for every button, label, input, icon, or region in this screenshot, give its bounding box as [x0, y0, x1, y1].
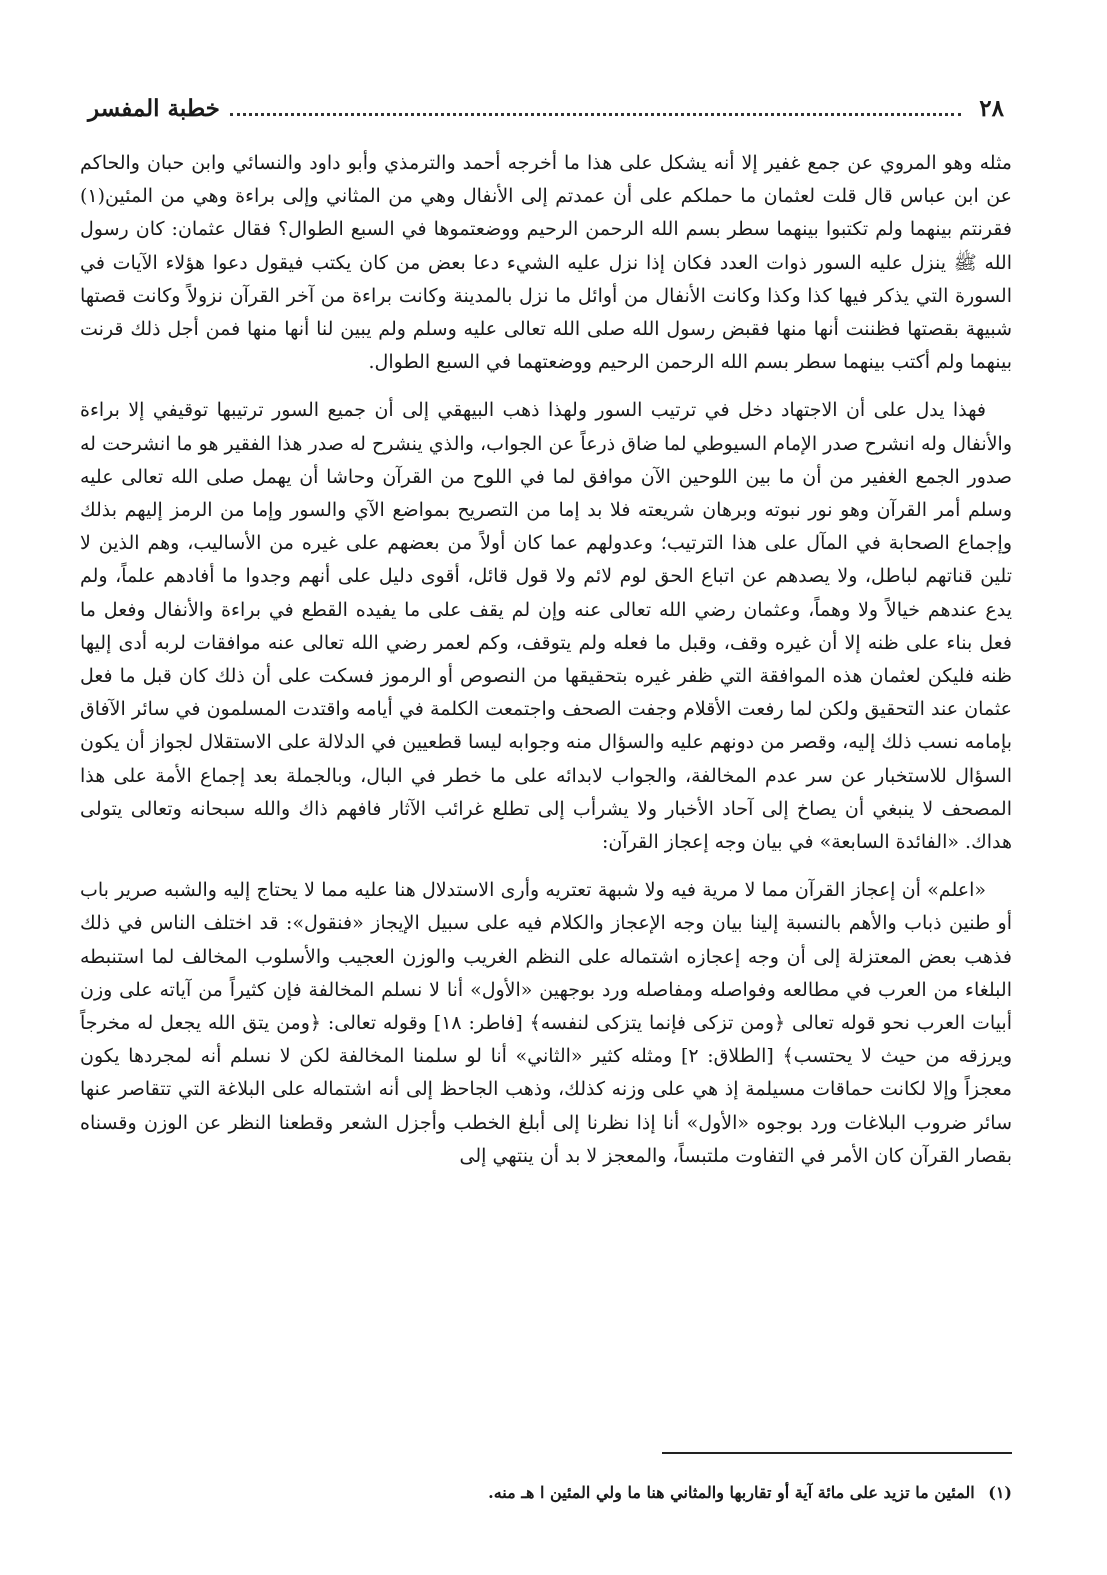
header-dot-leader [230, 113, 961, 116]
footnote [80, 1480, 1012, 1506]
running-title: خطبة المفسر [88, 95, 220, 122]
paragraph-3: «اعلم» أن إعجاز القرآن مما لا مرية فيه ولا شبهة تعتريه وأرى الاستدلال هنا عليه مما لا يحتاج إليه والشبه صرير باب أو طنين ذباب والأهم بالنسبة إلينا بيان وجه الإعجاز والكلام فيه على سبيل الإيجاز «فنقول»: قد اختلف الناس في ذلك فذهب بعض المعتزلة إلى أن وجه إعجازه اشتماله على النظم الغريب والوزن العجيب والأسلوب المخالف لما استنبطه البلغاء من العرب في مطالعه وفواصله ومفاصله ورد بوجهين «الأول» أنا لا نسلم المخالفة فإن كثيراً من آياته على وزن أبيات العرب نحو قوله تعالى ﴿ومن تزكى فإنما يتزكى لنفسه﴾ [فاطر: ١٨] وقوله تعالى: ﴿ومن يتق الله يجعل له مخرجاً ويرزقه من حيث لا يحتسب﴾ [الطلاق: ٢] ومثله كثير «الثاني» أنا لو سلمنا المخالفة لكن لا نسلم أنه لمجردها يكون معجزاً وإلا لكانت حماقات مسيلمة إذ هي على وزنه كذلك، وذهب الجاحظ إلى أنه اشتماله على البلاغة التي تتقاصر عنها سائر ضروب البلاغات ورد بوجوه «الأول» أنا إذا نظرنا إلى أبلغ الخطب وأجزل الشعر وقطعنا النظر عن الوزن وقسناه بقصار القرآن كان الأمر في التفاوت ملتبساً، والمعجز لا بد أن ينتهي إلى [80, 879, 1013, 1167]
footnote-separator [662, 1452, 1012, 1454]
page-number: ٢٨ [979, 95, 1004, 122]
paragraph-2: فهذا يدل على أن الاجتهاد دخل في ترتيب السور ولهذا ذهب البيهقي إلى أن جميع السور ترتيبها توقيفي إلا براءة والأنفال وله انشرح صدر الإمام السيوطي لما ضاق ذرعاً عن الجواب، والذي ينشرح له صدر هذا الفقير هو ما انشرحت له صدور الجمع الغفير من أن ما بين اللوحين الآن موافق لما في اللوح من القرآن وحاشا أن يهمل صلى الله تعالى عليه وسلم أمر القرآن وهو نور نبوته وبرهان شريعته فلا بد إما من التصريح بمواضع الآي والسور وإما من الرمز إليهم بذلك وإجماع الصحابة في المآل على هذا الترتيب؛ وعدولهم عما كان أولاً من بعضهم على غيره من الأساليب، وهم الذين لا تلين قناتهم لباطل، ولا يصدهم عن اتباع الحق لوم لائم ولا قول قائل، أقوى دليل على أنهم وجدوا ما أفادهم علماً، ولم يدع عندهم خيالاً ولا وهماً، وعثمان رضي الله تعالى عنه وإن لم يقف على ما يفيده القطع في براءة والأنفال وفعل ما فعل بناء على ظنه إلا أن غيره وقف، وقبل ما فعله ولم يتوقف، وكم لعمر رضي الله تعالى عنه موافقات لربه أدى إليها ظنه فليكن لعثمان هذه الموافقة التي ظفر غيره بتحقيقها من النصوص أو الرموز فسكت على أن ذلك كان قبل ما فعل عثمان عند التحقيق ولكن لما رفعت الأقلام وجفت الصحف واجتمعت الكلمة في أيامه واقتدت المسلمون في سائر الآفاق بإمامه نسب ذلك إليه، وقصر من دونهم عليه والسؤال منه وجوابه ليسا قطعيين في الدلالة على الاستقلال لجواز أن يكون السؤال للاستخبار عن سر عدم المخالفة، والجواب لابدائه على ما خطر في البال، وبالجملة بعد إجماع الأمة على هذا المصحف لا ينبغي أن يصاخ إلى آحاد الأخبار ولا يشرأب إلى تطلع غرائب الآثار فافهم ذاك والله سبحانه وتعالى يتولى هداك. «الفائدة السابعة» في بيان وجه إعجاز القرآن: [80, 399, 1012, 854]
footnote-marker: (١) [988, 1483, 1012, 1502]
main-text [80, 147, 1012, 1173]
page-header [88, 82, 1004, 122]
paragraph-1: مثله وهو المروي عن جمع غفير إلا أنه يشكل على هذا ما أخرجه أحمد والترمذي وأبو داود والنسائي وابن حبان والحاكم عن ابن عباس قال قلت لعثمان ما حملكم على أن عمدتم إلى الأنفال وهي من المثاني وإلى براءة وهي من المئين(١) فقرنتم بينهما ولم تكتبوا بينهما سطر بسم الله الرحمن الرحيم ووضعتموها في السبع الطوال؟ فقال عثمان: كان رسول الله ﷺ ينزل عليه السور ذوات العدد فكان إذا نزل عليه الشيء دعا بعض من كان يكتب فيقول دعوا هؤلاء الآيات في السورة التي يذكر فيها كذا وكذا وكانت الأنفال من أوائل ما نزل بالمدينة وكانت براءة من آخر القرآن نزولاً وكانت قصتها شبيهة بقصتها فظننت أنها منها فقبض رسول الله صلى الله تعالى عليه وسلم ولم يبين لنا أنها منها فمن أجل ذلك قرنت بينهما ولم أكتب بينهما سطر بسم الله الرحمن الرحيم ووضعتهما في السبع الطوال. [80, 152, 1012, 374]
footnote-text: المئين ما تزيد على مائة آية أو تقاربها والمثاني هنا ما ولي المئين ا هـ منه. [488, 1483, 975, 1502]
